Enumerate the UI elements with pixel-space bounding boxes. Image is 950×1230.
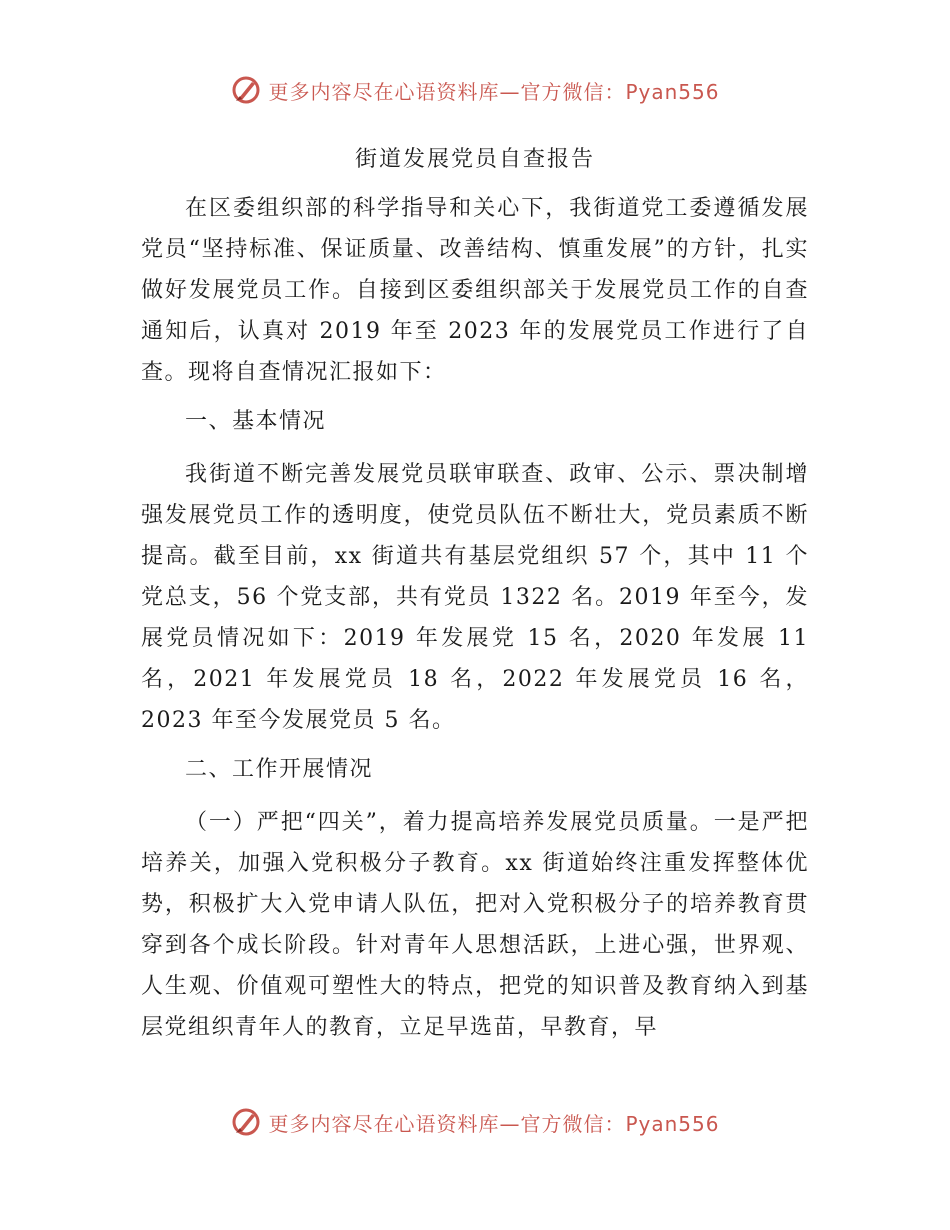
pen-logo-icon bbox=[230, 74, 262, 106]
document-title: 街道发展党员自查报告 bbox=[354, 147, 595, 172]
watermark-banner-top bbox=[0, 70, 950, 110]
section-heading-basic: 一、基本情况 bbox=[185, 409, 327, 434]
watermark-text: 更多内容尽在心语资料库—官方微信：Pyan556 bbox=[268, 1111, 720, 1136]
intro-paragraph: 在区委组织部的科学指导和关心下，我街道党工委遵循发展党员“坚持标准、保证质量、改善结构、慎重发展”的方针，扎实做好发展党员工作。自接到区委组织部关于发展党员工作的自查通知后，认真对 2019 年至 2023 年的发展党员工作进行了自查。现将自查情况汇报如下： bbox=[141, 196, 809, 385]
basic-situation-paragraph: 我街道不断完善发展党员联审联查、政审、公示、票决制增强发展党员工作的透明度，使党员队伍不断壮大，党员素质不断提高。截至目前，xx 街道共有基层党组织 57 个，其中 11 个党总支，56 个党支部，共有党员 1322 名。2019 年至今，发展党员情况如下：2019 年发展党 15 名，2020 年发展 11 名，2021 年发展党员 18 名，2022 年发展党员 16 名，2023 年至今发展党员 5 名。 bbox=[141, 462, 809, 733]
pen-logo-icon bbox=[230, 1106, 262, 1138]
watermark-text: 更多内容尽在心语资料库—官方微信：Pyan556 bbox=[268, 79, 720, 104]
work-situation-paragraph: （一）严把“四关”，着力提高培养发展党员质量。一是严把培养关，加强入党积极分子教育。xx 街道始终注重发挥整体优势，积极扩大入党申请人队伍，把对入党积极分子的培养教育贯穿到各个成长阶段。针对青年人思想活跃，上进心强，世界观、人生观、价值观可塑性大的特点，把党的知识普及教育纳入到基层党组织青年人的教育，立足早选苗，早教育，早 bbox=[141, 810, 809, 1040]
watermark-banner-bottom bbox=[0, 1102, 950, 1142]
section-heading-work: 二、工作开展情况 bbox=[185, 757, 374, 782]
document-body bbox=[141, 140, 809, 1056]
